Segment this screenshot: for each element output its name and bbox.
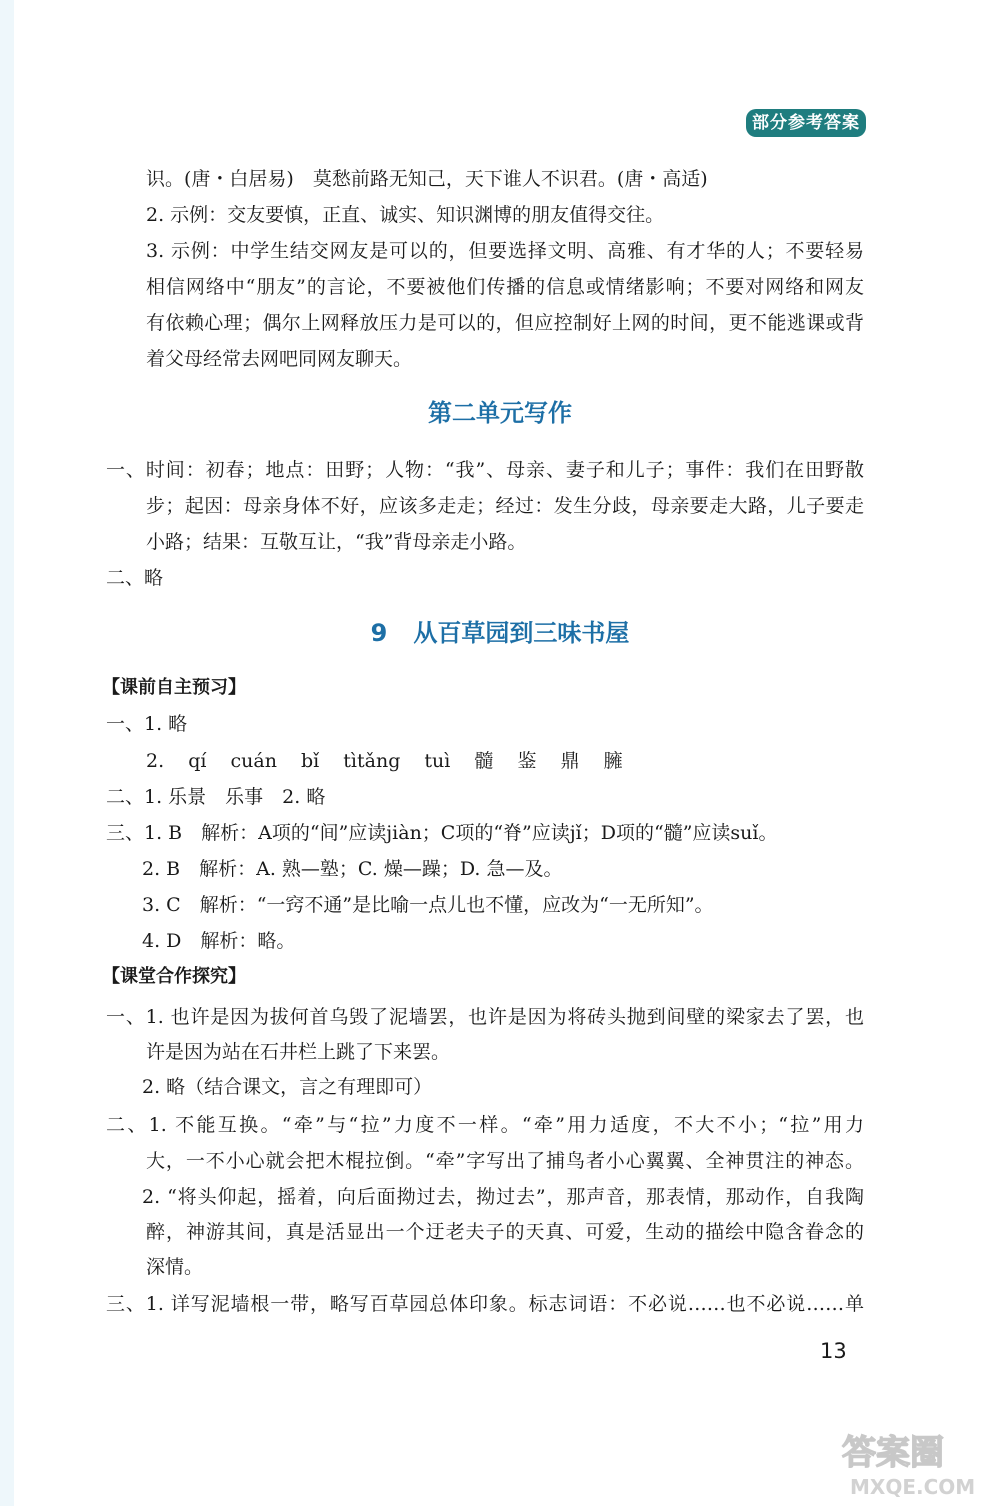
text-line: 一、时间：初春；地点：田野；人物：“我”、母亲、妻子和儿子；事件：我们在田野散 [106, 459, 864, 481]
page-edge-strip [0, 0, 14, 1506]
text-line: 步；起因：母亲身体不好，应该多走走；经过：发生分歧，母亲要走大路，儿子要走 [146, 495, 864, 517]
pinyin-answer: tìtǎng [343, 750, 401, 772]
pinyin-answer: tuì [424, 750, 451, 772]
text-line: 大，一不小心就会把木棍拉倒。“牵”字写出了捕鸟者小心翼翼、全神贯注的神态。 [146, 1150, 864, 1172]
text-line: 一、1. 也许是因为拔何首乌毁了泥墙罢，也许是因为将砖头抛到间壁的梁家去了罢，也 [106, 1006, 864, 1028]
lesson-number: 9 [370, 619, 388, 647]
pinyin-row [146, 749, 641, 773]
pinyin-answer: bǐ [300, 750, 320, 772]
section-title: 第二单元写作 [428, 399, 572, 427]
text-line: 3. 示例：中学生结交网友是可以的，但要选择文明、高雅、有才华的人；不要轻易 [146, 240, 864, 262]
item-number: 2. [146, 750, 165, 772]
text-line: 2. “将头仰起，摇着，向后面拗过去，拗过去”，那声音，那表情，那动作，自我陶 [142, 1186, 864, 1208]
text-line: 二、略 [106, 567, 164, 589]
text-line: 二、1. 乐景 乐事 2. 略 [106, 786, 326, 808]
text-line: 相信网络中“朋友”的言论，不要被他们传播的信息或情绪影响；不要对网络和网友 [146, 276, 864, 298]
pinyin-answer: qí [188, 750, 207, 772]
page-number: 13 [820, 1339, 847, 1363]
text-line: 三、1. 详写泥墙根一带，略写百草园总体印象。标志词语：不必说……也不必说……单 [106, 1293, 864, 1315]
character-answer: 鼎 [560, 750, 580, 772]
character-answer: 鉴 [517, 750, 537, 772]
text-line: 一、1. 略 [106, 713, 188, 735]
character-answer: 臃 [603, 750, 623, 772]
text-line: 3. C 解析：“一窍不通”是比喻一点儿也不懂，应改为“一无所知”。 [142, 894, 714, 916]
preview-heading: 【课前自主预习】 [102, 677, 246, 698]
text-line: 4. D 解析：略。 [142, 930, 296, 952]
text-line: 醉，神游其间，真是活显出一个迂老夫子的天真、可爱，生动的描绘中隐含眷念的 [146, 1221, 864, 1243]
text-line: 有依赖心理；偶尔上网释放压力是可以的，但应控制好上网的时间，更不能逃课或背 [146, 312, 864, 334]
text-line: 许是因为站在石井栏上跳了下来罢。 [146, 1041, 451, 1063]
character-answer: 髓 [474, 750, 494, 772]
section-badge: 部分参考答案 [746, 109, 866, 137]
pinyin-answer: cuán [230, 750, 277, 772]
text-line: 小路；结果：互敬互让，“我”背母亲走小路。 [146, 531, 527, 553]
lesson-title [0, 617, 1000, 649]
watermark-text: 答案圈 [842, 1433, 944, 1473]
text-line: 深情。 [146, 1256, 204, 1278]
lesson-title-text: 从百草园到三味书屋 [413, 619, 630, 647]
text-line: 三、1. B 解析：A项的“间”应读jiàn；C项的“脊”应读jǐ；D项的“髓”应读suǐ。 [106, 822, 778, 844]
text-line: 2. B 解析：A. 熟—塾；C. 燥—躁；D. 急—及。 [142, 858, 563, 880]
text-line: 二、1. 不能互换。“牵”与“拉”力度不一样。“牵”用力适度，不大不小；“拉”用力 [106, 1114, 864, 1136]
text-line: 着父母经常去网吧同网友聊天。 [146, 348, 413, 370]
text-line: 2. 略（结合课文，言之有理即可） [142, 1076, 433, 1098]
watermark-url: MXQE.COM [850, 1475, 976, 1499]
watermark-logo [836, 1426, 986, 1500]
text-line: 识。(唐・白居易) 莫愁前路无知己，天下谁人不识君。(唐・高适) [146, 168, 708, 190]
classroom-heading: 【课堂合作探究】 [102, 966, 246, 987]
text-line: 2. 示例：交友要慎，正直、诚实、知识渊博的朋友值得交往。 [146, 204, 665, 226]
